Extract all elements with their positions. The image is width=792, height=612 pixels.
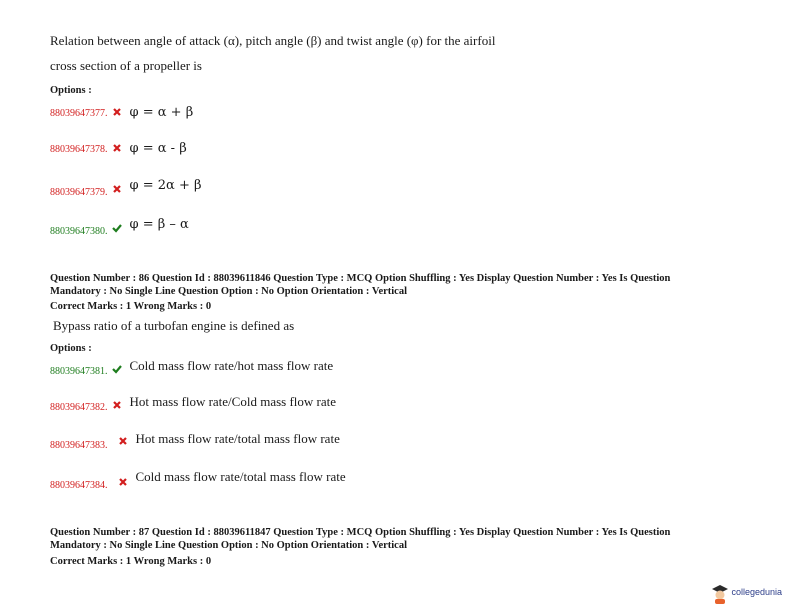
option-id: 88039647381. xyxy=(50,366,108,377)
option-row xyxy=(50,430,340,451)
option-row xyxy=(50,357,333,375)
option-id: 88039647382. xyxy=(50,402,108,413)
option-id: 88039647383. xyxy=(50,440,108,451)
logo-wordmark: collegedunia xyxy=(731,587,782,597)
option-text: φ = 2α + β xyxy=(129,178,202,193)
option-text: Hot mass flow rate/total mass flow rate xyxy=(135,431,340,446)
option-text: φ = α - β xyxy=(129,141,187,156)
cross-icon xyxy=(112,143,122,153)
option-row xyxy=(50,176,202,198)
collegedunia-logo xyxy=(711,584,782,604)
options-label: Options : xyxy=(50,85,92,96)
marks-line: Correct Marks : 1 Wrong Marks : 0 xyxy=(50,556,212,567)
option-text: φ = β – α xyxy=(129,217,189,232)
option-text: φ = α + β xyxy=(129,105,194,120)
option-id: 88039647379. xyxy=(50,187,108,198)
option-id: 88039647384. xyxy=(50,480,108,491)
cross-icon xyxy=(112,107,122,117)
option-row xyxy=(50,468,346,491)
cross-icon xyxy=(112,184,122,194)
cross-icon xyxy=(112,400,122,410)
question-meta-line: Mandatory : No Single Line Question Option : No Option Orientation : Vertical xyxy=(50,540,408,551)
option-row xyxy=(50,215,189,237)
question-text-line: Relation between angle of attack (α), pitch angle (β) and twist angle (φ) for the airfoil xyxy=(50,33,496,48)
question-meta-line: Question Number : 87 Question Id : 88039611847 Question Type : MCQ Option Shuffling : Yes Display Question Number : Yes Is Question xyxy=(50,527,671,538)
cross-icon xyxy=(118,436,128,446)
question-meta-line: Mandatory : No Single Line Question Option : No Option Orientation : Vertical xyxy=(50,286,408,297)
question-meta-line: Question Number : 86 Question Id : 88039611846 Question Type : MCQ Option Shuffling : Yes Display Question Number : Yes Is Question xyxy=(50,273,671,284)
question-text-line: cross section of a propeller is xyxy=(50,58,202,73)
option-id: 88039647378. xyxy=(50,144,108,155)
option-text: Hot mass flow rate/Cold mass flow rate xyxy=(129,394,337,409)
option-id: 88039647380. xyxy=(50,226,108,237)
option-row xyxy=(50,103,193,121)
check-icon xyxy=(112,364,122,374)
check-icon xyxy=(112,223,122,233)
option-row xyxy=(50,139,187,157)
option-id: 88039647377. xyxy=(50,108,108,119)
cross-icon xyxy=(118,477,128,487)
option-row xyxy=(50,393,336,411)
marks-line: Correct Marks : 1 Wrong Marks : 0 xyxy=(50,301,212,312)
options-label: Options : xyxy=(50,343,92,354)
logo-tagline xyxy=(731,597,782,601)
option-text: Cold mass flow rate/hot mass flow rate xyxy=(129,358,334,373)
option-text: Cold mass flow rate/total mass flow rate xyxy=(135,469,346,484)
graduate-mascot-icon xyxy=(711,584,729,604)
question-text: Bypass ratio of a turbofan engine is defined as xyxy=(53,318,295,333)
